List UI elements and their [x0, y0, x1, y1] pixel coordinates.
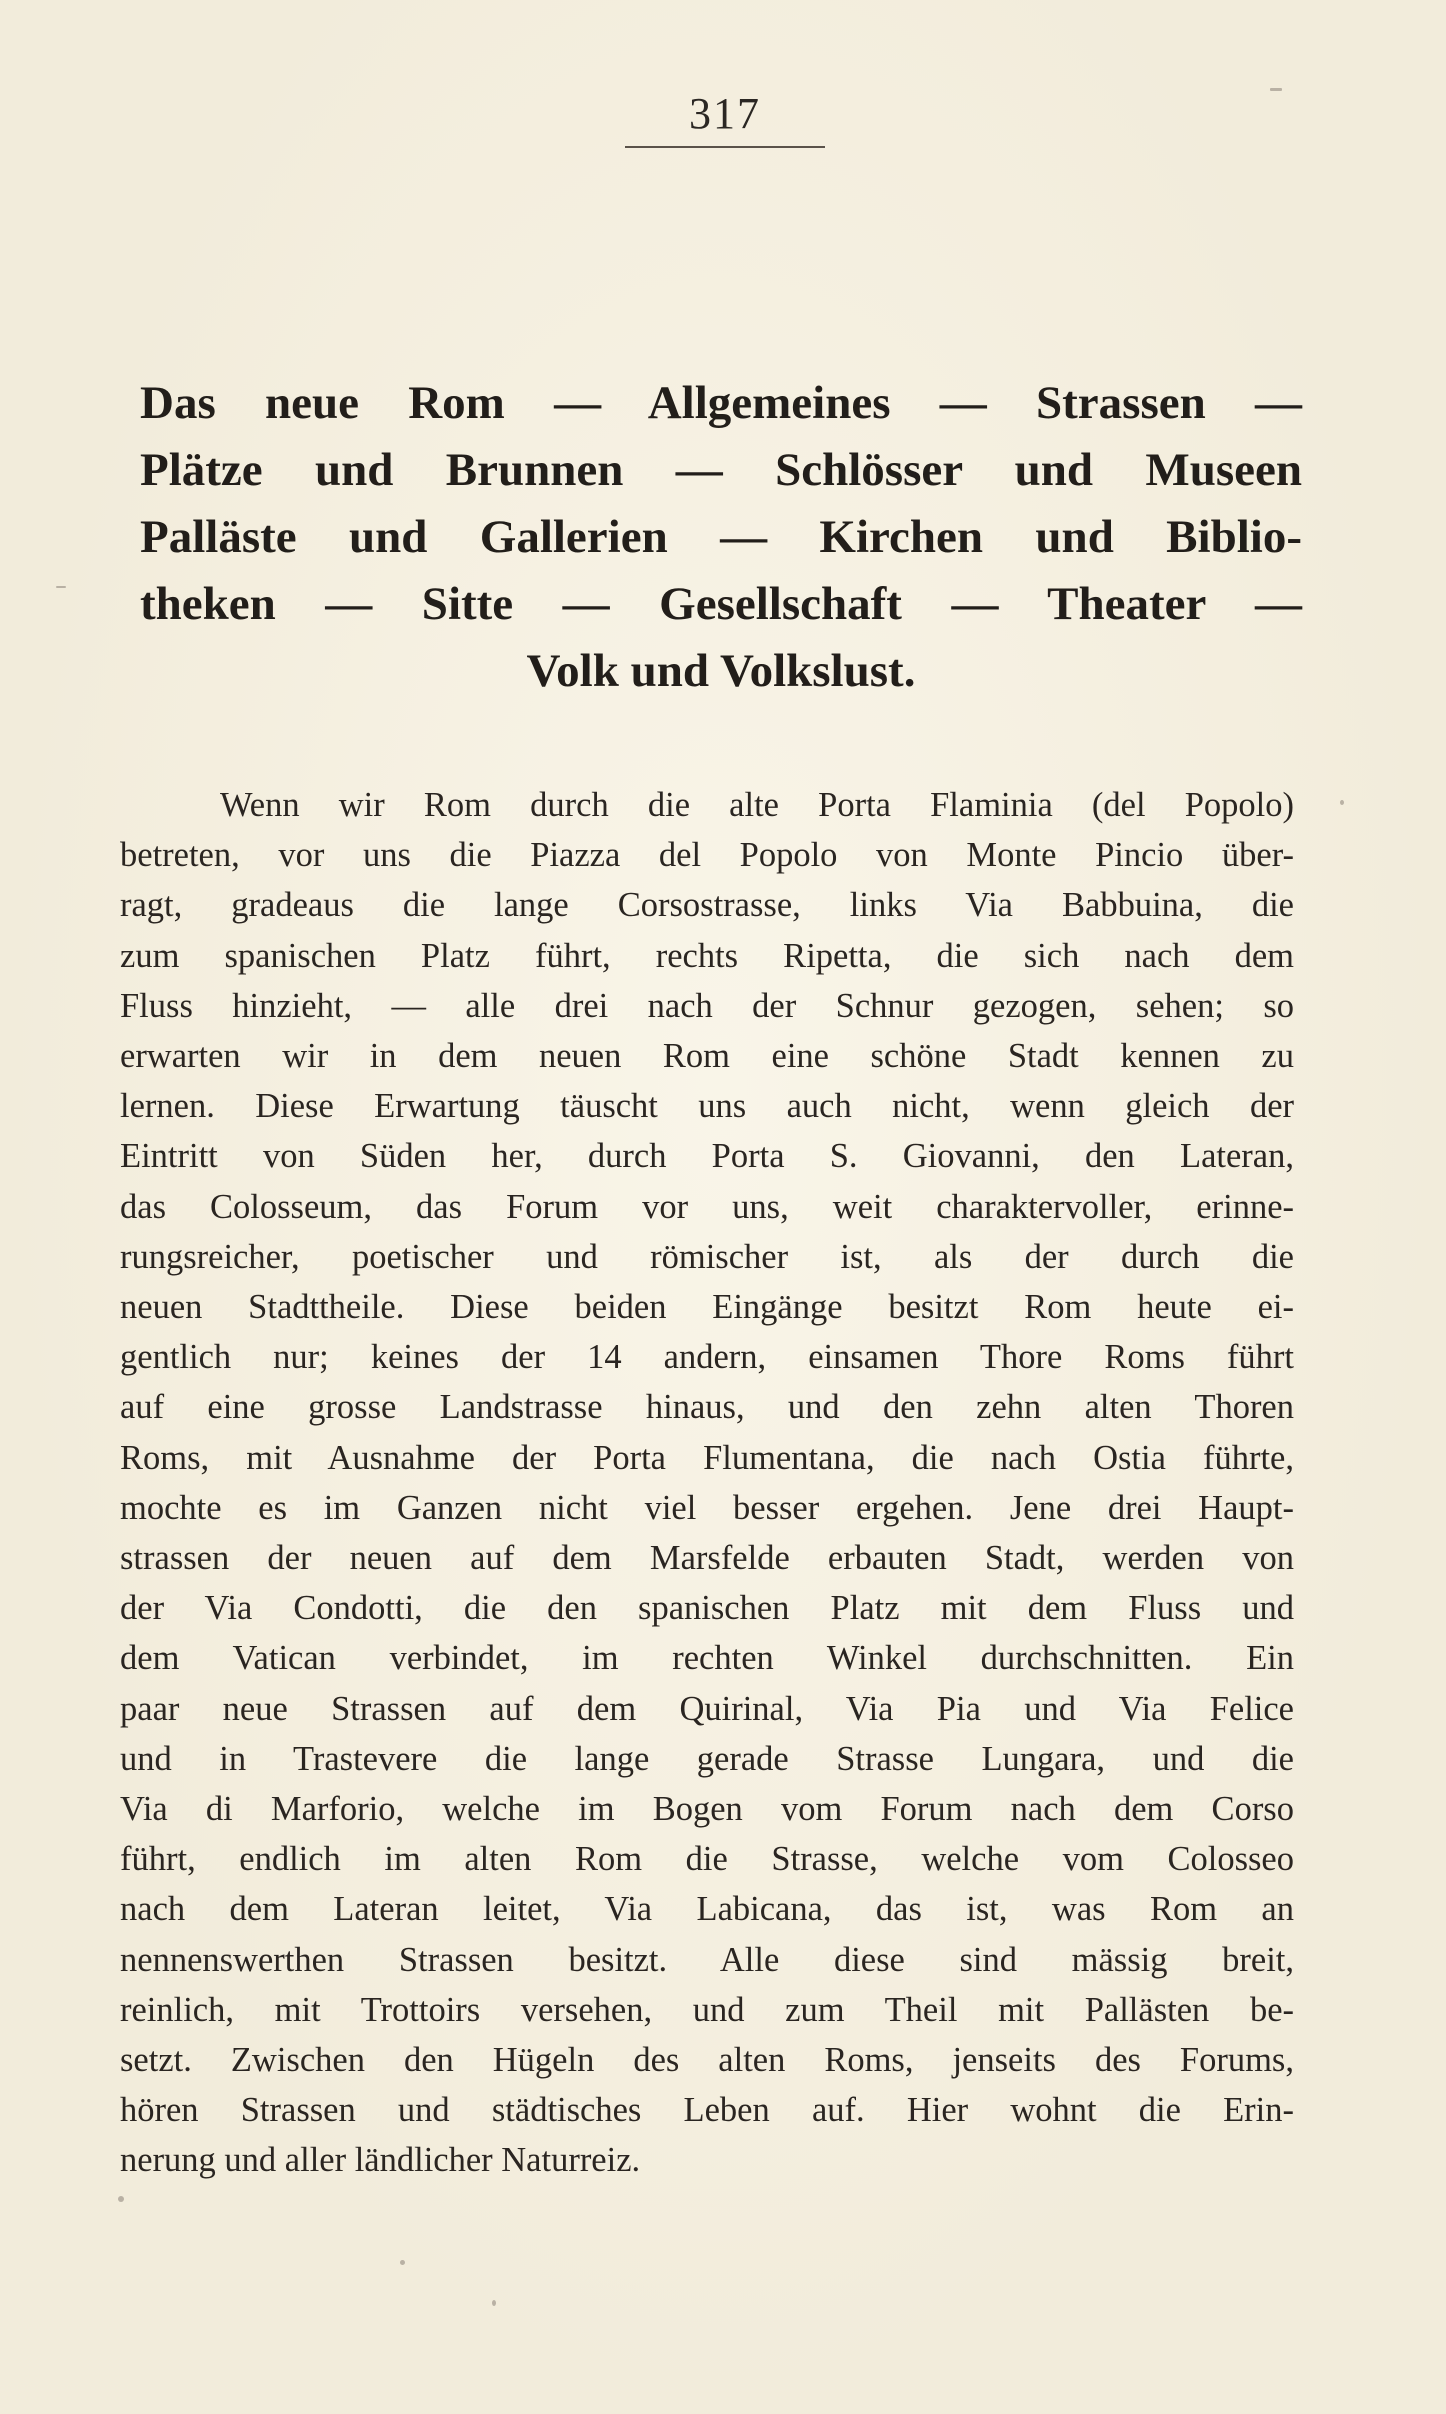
- text-line: rungsreicher, poetischer und römischer ist, als der durch die: [120, 1237, 1294, 1276]
- body-paragraph: [120, 780, 1294, 2186]
- text-line: gentlich nur; keines der 14 andern, einsamen Thore Roms führt: [120, 1338, 1294, 1377]
- paper-speck: [56, 586, 66, 588]
- text-line: dem Vatican verbindet, im rechten Winkel durchschnitten. Ein: [120, 1639, 1294, 1678]
- text-line: setzt. Zwischen den Hügeln des alten Roms, jenseits des Forums,: [120, 2041, 1294, 2080]
- text-line: ragt, gradeaus die lange Corsostrasse, links Via Babbuina, die: [120, 886, 1294, 925]
- text-line: zum spanischen Platz führt, rechts Ripetta, die sich nach dem: [120, 936, 1294, 975]
- text-line: nerung und aller ländlicher Naturreiz.: [120, 2141, 641, 2180]
- page-number: 317: [689, 89, 761, 138]
- text-line: lernen. Diese Erwartung täuscht uns auch nicht, wenn gleich der: [120, 1087, 1294, 1126]
- chapter-title: [140, 370, 1302, 705]
- text-line: Fluss hinzieht, — alle drei nach der Schnur gezogen, sehen; so: [120, 986, 1294, 1025]
- text-line: auf eine grosse Landstrasse hinaus, und den zehn alten Thoren: [120, 1388, 1294, 1427]
- text-line: Eintritt von Süden her, durch Porta S. Giovanni, den Lateran,: [120, 1137, 1294, 1176]
- text-line: reinlich, mit Trottoirs versehen, und zum Theil mit Pallästen be-: [120, 1990, 1294, 2029]
- paper-speck: [1340, 800, 1344, 805]
- text-line: paar neue Strassen auf dem Quirinal, Via Pia und Via Felice: [120, 1689, 1294, 1728]
- paper-speck: [1270, 88, 1282, 91]
- text-line: nach dem Lateran leitet, Via Labicana, das ist, was Rom an: [120, 1890, 1294, 1929]
- text-line: strassen der neuen auf dem Marsfelde erbauten Stadt, werden von: [120, 1539, 1294, 1578]
- chapter-title-line: Palläste und Gallerien — Kirchen und Biblio-: [140, 511, 1302, 563]
- text-line: erwarten wir in dem neuen Rom eine schöne Stadt kennen zu: [120, 1037, 1294, 1076]
- text-line: das Colosseum, das Forum vor uns, weit charaktervoller, erinne-: [120, 1187, 1294, 1226]
- page-number-rule: [625, 146, 825, 148]
- text-line: und in Trastevere die lange gerade Strasse Lungara, und die: [120, 1739, 1294, 1778]
- text-line: neuen Stadttheile. Diese beiden Eingänge besitzt Rom heute ei-: [120, 1288, 1294, 1327]
- text-line: nennenswerthen Strassen besitzt. Alle diese sind mässig breit,: [120, 1940, 1294, 1979]
- chapter-title-line: theken — Sitte — Gesellschaft — Theater —: [140, 578, 1302, 630]
- text-line: der Via Condotti, die den spanischen Platz mit dem Fluss und: [120, 1589, 1294, 1628]
- text-line: Wenn wir Rom durch die alte Porta Flaminia (del Popolo): [220, 786, 1294, 824]
- text-line: hören Strassen und städtisches Leben auf. Hier wohnt die Erin-: [120, 2091, 1294, 2130]
- text-line: Roms, mit Ausnahme der Porta Flumentana, die nach Ostia führte,: [120, 1438, 1294, 1477]
- paper-speck: [118, 2196, 124, 2202]
- text-line: Via di Marforio, welche im Bogen vom Forum nach dem Corso: [120, 1790, 1294, 1829]
- chapter-title-line: Volk und Volkslust.: [526, 645, 916, 697]
- paper-speck: [400, 2260, 405, 2265]
- text-line: führt, endlich im alten Rom die Strasse, welche vom Colosseo: [120, 1840, 1294, 1879]
- paper-speck: [492, 2300, 496, 2306]
- chapter-title-line: Das neue Rom — Allgemeines — Strassen —: [140, 377, 1302, 429]
- text-line: mochte es im Ganzen nicht viel besser ergehen. Jene drei Haupt-: [120, 1488, 1294, 1527]
- chapter-title-line: Plätze und Brunnen — Schlösser und Museen: [140, 444, 1302, 496]
- text-line: betreten, vor uns die Piazza del Popolo von Monte Pincio über-: [120, 836, 1294, 875]
